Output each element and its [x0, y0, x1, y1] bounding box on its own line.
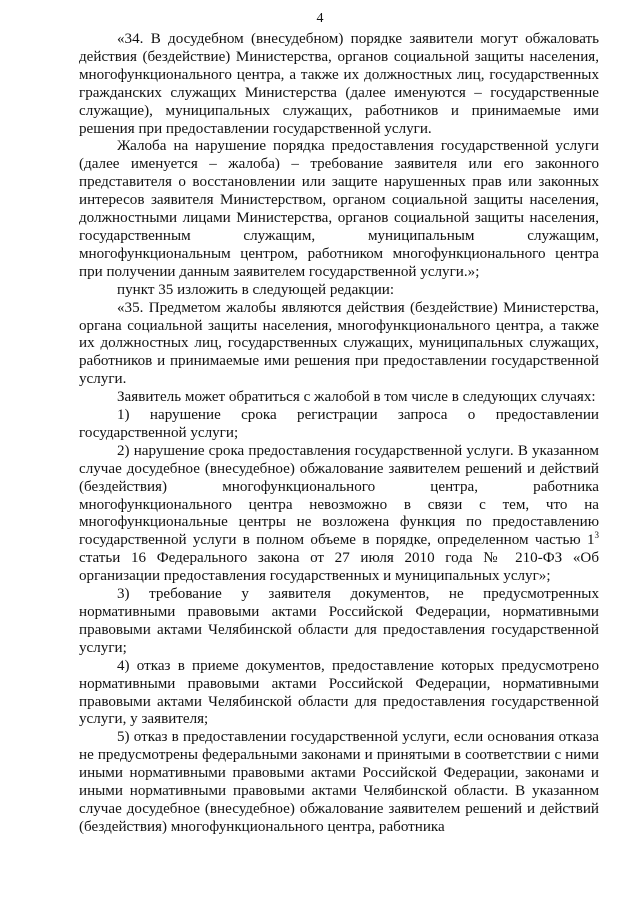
- paragraph-35: «35. Предметом жалобы являются действия (бездействие) Министерства, органа социальной защиты населения, многофункционального центра, а также их должностных лиц, государственных служащих, муниципальных служащих, работников и принимаемые ими решения при предоставлении государственной услуги.: [79, 299, 599, 388]
- paragraph-34: «34. В досудебном (внесудебном) порядке заявители могут обжаловать действия (бездействие) Министерства, органов социальной защиты населения, многофункционального центра, а также их должностных лиц, государственных гражданских служащих Министерства (далее именуются – государственные служащие), муниципальных служащих, работников и принимаемые ими решения при предоставлении государственной услуги.: [79, 31, 599, 137]
- paragraph-case-2: [79, 443, 599, 586]
- paragraph-case-2-superscript: 3: [594, 530, 599, 541]
- page-number: 4: [316, 11, 324, 26]
- paragraph-complaint-definition: Жалоба на нарушение порядка предоставления государственной услуги (далее именуется – жалоба) – требование заявителя или его законного представителя о восстановлении или защите нарушенных прав или законных интересов заявителя Министерством, органом социальной защиты населения, должностными лицами Министерства, органов социальной защиты населения, государственным служащим, муниципальным служащим, многофункциональным центром, работником многофункционального центра при получении данным заявителем государственной услуги.»;: [79, 138, 599, 280]
- paragraph-case-3: 3) требование у заявителя документов, не предусмотренных нормативными правовыми актами Российской Федерации, нормативными правовыми актами Челябинской области для предоставления государственной услуги;: [79, 586, 599, 656]
- paragraph-amend-35: пункт 35 изложить в следующей редакции:: [117, 281, 395, 298]
- paragraph-case-4: 4) отказ в приеме документов, предоставление которых предусмотрено нормативными правовыми актами Российской Федерации, нормативными правовыми актами Челябинской области для предоставления государственной услуги, у заявителя;: [79, 657, 599, 728]
- paragraph-case-2-tail: статьи 16 Федерального закона от 27 июля 2010 года № 210-ФЗ «Об организации предоставления государственных и муниципальных услуг»;: [79, 550, 599, 585]
- document-body: [79, 31, 599, 837]
- paragraph-case-5: 5) отказ в предоставлении государственной услуги, если основания отказа не предусмотрены федеральными законами и принятыми в соответствии с ними иными нормативными правовыми актами Российской Федерации, законами и иными нормативными правовыми актами Челябинской области. В указанном случае досудебное (внесудебное) обжалование заявителем решений и действий (бездействия) многофункционального центра, работника: [79, 729, 599, 835]
- paragraph-case-1: 1) нарушение срока регистрации запроса о предоставлении государственной услуги;: [79, 407, 599, 441]
- paragraph-case-2-text: 2) нарушение срока предоставления государственной услуги. В указанном случае досудебное (внесудебное) обжалование заявителем решений и действий (бездействия) многофункционального центра, работника многофункционального центра невозможно в связи с тем, что на многофункциональные центры не возложена функция по предоставлению государственной услуги в полном объеме в порядке, определенном частью 1: [79, 442, 599, 549]
- paragraph-cases-intro: Заявитель может обратиться с жалобой в том числе в следующих случаях:: [117, 389, 596, 406]
